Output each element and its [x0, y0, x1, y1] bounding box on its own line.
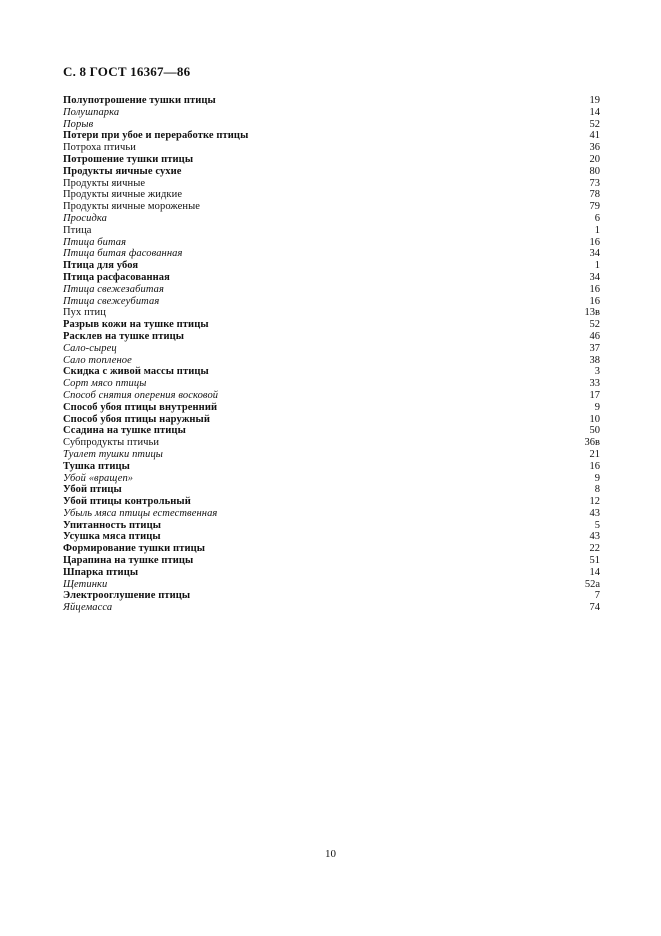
index-reference-number: 3 [594, 366, 600, 378]
index-entry [63, 555, 600, 567]
page-number: 10 [325, 848, 336, 860]
index-entry [63, 331, 600, 343]
index-term: Потрошение тушки птицы [63, 153, 194, 165]
index-term: Продукты яичные сухие [63, 165, 182, 177]
index-entry [63, 237, 600, 249]
index-reference-number: 52 [589, 319, 600, 331]
index-entry [63, 496, 600, 508]
index-reference-number: 14 [589, 566, 600, 578]
index-entry [63, 355, 600, 367]
index-term: Продукты яичные [63, 177, 146, 189]
index-entry [63, 296, 600, 308]
index-entry [63, 531, 600, 543]
index-term: Усушка мяса птицы [63, 531, 161, 543]
index-term: Туалет тушки птицы [63, 448, 164, 460]
index-term: Способ убоя птицы внутренний [63, 401, 218, 413]
index-term: Птица расфасованная [63, 271, 170, 283]
index-term: Расклев на тушке птицы [63, 330, 185, 342]
index-reference-number: 37 [589, 342, 600, 354]
index-entry [63, 213, 600, 225]
index-reference-number: 9 [594, 472, 600, 484]
index-term: Убой «вращеп» [63, 472, 134, 484]
index-term: Убыль мяса птицы естественная [63, 507, 218, 519]
index-entry [63, 107, 600, 119]
index-reference-number: 10 [589, 413, 600, 425]
index-term: Убой птицы [63, 484, 122, 496]
index-reference-number: 22 [589, 543, 600, 555]
index-entry [63, 142, 600, 154]
index-reference-number: 50 [589, 425, 600, 437]
index-term: Сало-сырец [63, 342, 117, 354]
index-term: Потроха птичьи [63, 142, 136, 154]
index-term: Щетинки [63, 578, 108, 590]
index-entry [63, 520, 600, 532]
index-entry [63, 284, 600, 296]
index-term: Потери при убое и переработке птицы [63, 130, 249, 142]
index-entry [63, 178, 600, 190]
index-entry [63, 307, 600, 319]
index-term: Птица для убоя [63, 260, 139, 272]
index-term: Продукты яичные жидкие [63, 189, 183, 201]
index-reference-number: 36 [589, 142, 600, 154]
index-entry [63, 130, 600, 142]
index-entry [63, 390, 600, 402]
index-entry [63, 119, 600, 131]
index-term: Полупотрошение тушки птицы [63, 95, 216, 106]
index-term: Способ убоя птицы наружный [63, 413, 211, 425]
index-entry [63, 260, 600, 272]
index-entry [63, 579, 600, 591]
index-reference-number: 8 [594, 484, 600, 496]
index-term: Разрыв кожи на тушке птицы [63, 319, 209, 331]
index-term: Тушка птицы [63, 460, 130, 472]
index-reference-number: 7 [594, 590, 600, 602]
index-reference-number: 6 [594, 212, 600, 224]
index-term: Царапина на тушке птицы [63, 555, 194, 567]
index-term: Птица свежезабитая [63, 283, 164, 295]
index-reference-number: 13в [584, 307, 600, 319]
index-entry [63, 201, 600, 213]
index-reference-number: 16 [589, 283, 600, 295]
index-entry [63, 378, 600, 390]
index-entry [63, 461, 600, 473]
index-term: Сорт мясо птицы [63, 378, 147, 390]
index-reference-number: 16 [589, 236, 600, 248]
index-reference-number: 38 [589, 354, 600, 366]
index-term: Пух птиц [63, 307, 106, 319]
index-reference-number: 52а [584, 578, 600, 590]
index-entry [63, 95, 600, 107]
index-term: Шпарка птицы [63, 566, 139, 578]
index-entry [63, 437, 600, 449]
index-reference-number: 80 [589, 165, 600, 177]
index-term: Птица [63, 224, 92, 236]
index-term: Ссадина на тушке птицы [63, 425, 186, 437]
index-reference-number: 33 [589, 378, 600, 390]
index-entry [63, 343, 600, 355]
index-reference-number: 34 [589, 271, 600, 283]
index-entry [63, 402, 600, 414]
index-reference-number: 43 [589, 531, 600, 543]
index-entry [63, 449, 600, 461]
index-reference-number: 51 [589, 555, 600, 567]
index-entry [63, 543, 600, 555]
index-term: Упитанность птицы [63, 519, 162, 531]
index-reference-number: 16 [589, 295, 600, 307]
index-entry [63, 248, 600, 260]
index-entry [63, 154, 600, 166]
index-term: Птица свежеубитая [63, 295, 160, 307]
index-reference-number: 14 [589, 106, 600, 118]
index-entry [63, 567, 600, 579]
index-entry [63, 166, 600, 178]
index-reference-number: 73 [589, 177, 600, 189]
index-entry [63, 189, 600, 201]
index-term: Просидка [63, 212, 108, 224]
index-entry [63, 272, 600, 284]
index-term: Яйцемасса [63, 602, 113, 614]
index-term: Птица битая [63, 236, 127, 248]
page-header: С. 8 ГОСТ 16367—86 [63, 64, 191, 79]
index-reference-number: 52 [589, 118, 600, 130]
index-term: Убой птицы контрольный [63, 496, 191, 508]
index-term: Электрооглушение птицы [63, 590, 191, 602]
index-reference-number: 46 [589, 330, 600, 342]
index-entry [63, 508, 600, 520]
index-reference-number: 9 [594, 401, 600, 413]
index-reference-number: 21 [589, 448, 600, 460]
index-term: Сало топленое [63, 354, 132, 366]
term-index-list [63, 95, 600, 614]
index-reference-number: 43 [589, 507, 600, 519]
index-reference-number: 79 [589, 201, 600, 213]
index-reference-number: 78 [589, 189, 600, 201]
index-entry [63, 590, 600, 602]
index-term: Способ снятия оперения восковой [63, 389, 219, 401]
index-entry [63, 484, 600, 496]
index-entry [63, 225, 600, 237]
index-term: Порыв [63, 118, 94, 130]
index-term: Продукты яичные мороженые [63, 201, 201, 213]
index-reference-number: 74 [589, 602, 600, 614]
index-entry [63, 414, 600, 426]
index-reference-number: 41 [589, 130, 600, 142]
index-term: Формирование тушки птицы [63, 543, 206, 555]
index-entry [63, 425, 600, 437]
index-reference-number: 20 [589, 153, 600, 165]
index-term: Субпродукты птичьи [63, 437, 160, 449]
index-entry [63, 366, 600, 378]
index-reference-number: 36в [584, 437, 600, 449]
index-entry [63, 319, 600, 331]
index-reference-number: 12 [589, 496, 600, 508]
index-term: Скидка с живой массы птицы [63, 366, 209, 378]
index-reference-number: 1 [594, 224, 600, 236]
index-reference-number: 17 [589, 389, 600, 401]
index-entry [63, 473, 600, 485]
index-reference-number: 1 [594, 260, 600, 272]
index-reference-number: 16 [589, 460, 600, 472]
index-reference-number: 5 [594, 519, 600, 531]
index-entry [63, 602, 600, 614]
index-reference-number: 19 [589, 95, 600, 106]
index-reference-number: 34 [589, 248, 600, 260]
index-term: Полушпарка [63, 106, 120, 118]
index-term: Птица битая фасованная [63, 248, 183, 260]
